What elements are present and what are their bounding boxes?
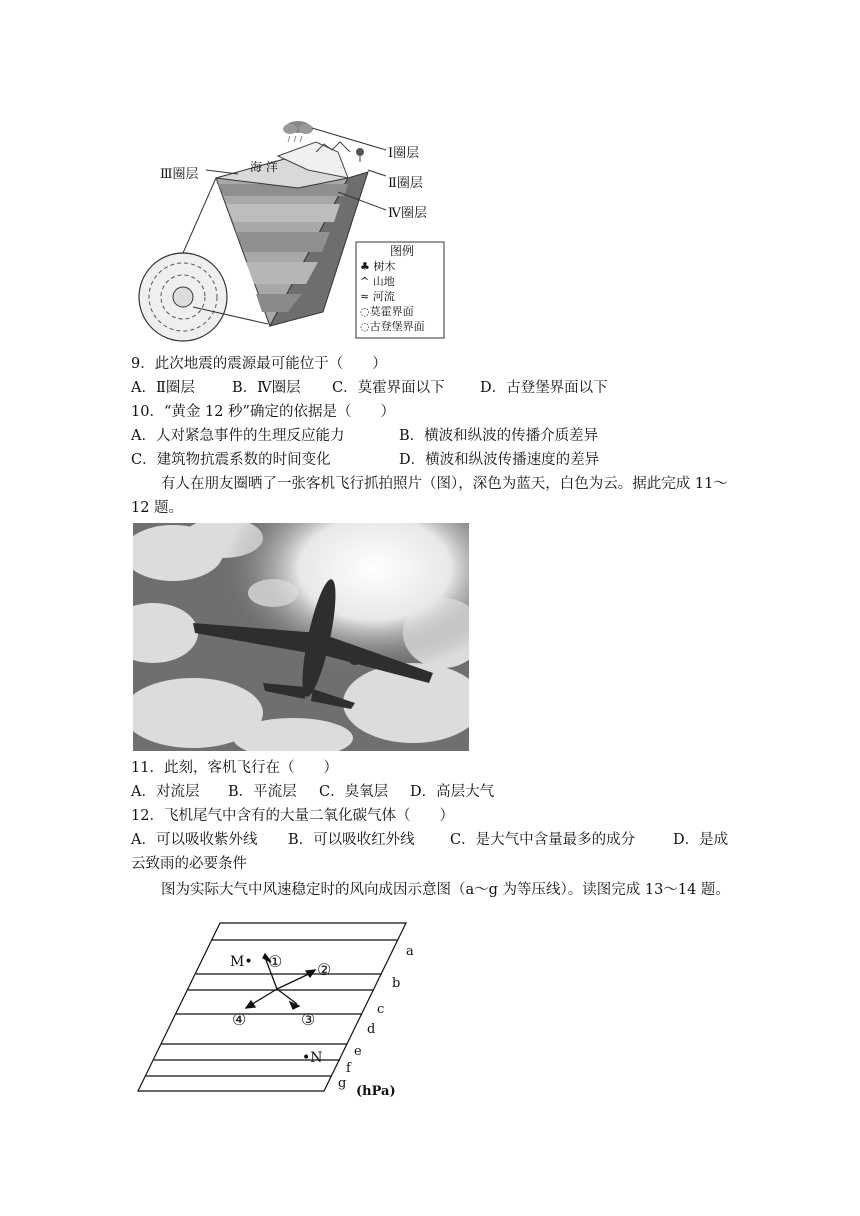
question-12-stem: 12．飞机尾气中含有的大量二氧化碳气体（ ） <box>131 808 454 824</box>
mountain-icon: ^ <box>360 275 373 288</box>
isobar-g-label: g <box>338 1076 347 1091</box>
option-c[interactable]: C．是大气中含量最多的成分 <box>450 832 636 848</box>
question-9-options <box>131 378 608 398</box>
option-a[interactable]: A．对流层 <box>131 784 200 800</box>
option-d[interactable]: D．古登堡界面以下 <box>480 380 608 396</box>
tree-icon: ♣ <box>360 260 374 273</box>
question-9-stem: 9．此次地震的震源最可能位于（ ） <box>131 356 387 372</box>
question-12-option-d-continuation: 云致雨的必要条件 <box>131 856 247 872</box>
option-d[interactable]: D．高层大气 <box>410 784 495 800</box>
question-11-stem: 11．此刻，客机飞行在（ ） <box>131 760 338 776</box>
isobar-c-label: c <box>377 1002 385 1017</box>
legend-item-mountain: ^ 山地 <box>360 275 395 288</box>
question-12-options <box>131 830 728 850</box>
option-d[interactable]: D．横波和纵波传播速度的差异 <box>399 452 600 468</box>
earth-layers-figure <box>138 112 448 344</box>
arrow-4-label: ④ <box>232 1010 247 1029</box>
dashed-circle-icon: ◌ <box>360 305 370 318</box>
arrow-2-label: ② <box>317 960 332 979</box>
option-b[interactable]: B．横波和纵波的传播介质差异 <box>399 428 599 444</box>
circle2-label: Ⅱ圈层 <box>388 176 423 191</box>
legend-item-river: ≈ 河流 <box>360 290 395 303</box>
point-n: •N <box>302 1050 323 1066</box>
arrow-1-label: ① <box>268 952 283 971</box>
option-c[interactable]: C．建筑物抗震系数的时间变化 <box>131 452 331 468</box>
circle4-label: Ⅳ圈层 <box>388 206 427 221</box>
tree-icon <box>356 148 364 162</box>
airplane-photo <box>133 523 469 751</box>
question-10-stem: 10．“黄金 12 秒”确定的依据是（ ） <box>131 404 395 420</box>
option-b[interactable]: B．Ⅳ圈层 <box>232 380 301 396</box>
circle3-label: Ⅲ圈层 <box>160 167 199 182</box>
option-a[interactable]: A．人对紧急事件的生理反应能力 <box>131 428 345 444</box>
question-10-options-row1 <box>131 426 598 446</box>
arrow-3-label: ③ <box>301 1010 316 1029</box>
river-icon: ≈ <box>360 290 373 303</box>
isobar-d-label: d <box>367 1022 376 1037</box>
question-10-options-row2 <box>131 450 599 470</box>
intro-11-12: 有人在朋友圈晒了一张客机飞行抓拍照片（图），深色为蓝天，白色为云。据此完成 11～12 题。 <box>131 476 728 516</box>
layer-wedge <box>216 142 368 326</box>
legend-item-gutenberg: ◌古登堡界面 <box>360 320 425 333</box>
option-c[interactable]: C．臭氧层 <box>319 784 389 800</box>
unit-label: (hPa) <box>356 1084 396 1099</box>
isobar-a-label: a <box>406 944 414 959</box>
globe-icon <box>139 253 227 341</box>
option-b[interactable]: B．平流层 <box>228 784 297 800</box>
legend-title: 图例 <box>389 244 414 258</box>
intro-13-14: 图为实际大气中风速稳定时的风向成因示意图（a～g 为等压线）。读图完成 13～14 题。 <box>161 882 730 898</box>
isobar-f-label: f <box>346 1061 351 1076</box>
ocean-label: 海 洋 <box>250 160 278 174</box>
legend-item-moho: ◌莫霍界面 <box>360 305 414 318</box>
option-a[interactable]: A．可以吸收紫外线 <box>131 832 258 848</box>
isobar-b-label: b <box>392 976 401 991</box>
question-11-options <box>131 782 494 802</box>
rain-cloud-icon <box>283 121 313 142</box>
circle1-label: Ⅰ圈层 <box>388 146 420 161</box>
airplane-photo-image <box>133 523 469 751</box>
isobar-e-label: e <box>354 1044 362 1059</box>
isobar-figure <box>134 918 424 1108</box>
option-d[interactable]: D．是成 <box>673 832 729 848</box>
option-c[interactable]: C．莫霍界面以下 <box>332 380 445 396</box>
dashed-circle-icon: ◌ <box>360 320 370 333</box>
option-a[interactable]: A．Ⅱ圈层 <box>131 380 195 396</box>
legend <box>360 244 444 334</box>
legend-item-tree: ♣ 树木 <box>360 260 396 273</box>
point-m: M• <box>230 954 253 970</box>
option-b[interactable]: B．可以吸收红外线 <box>288 832 415 848</box>
